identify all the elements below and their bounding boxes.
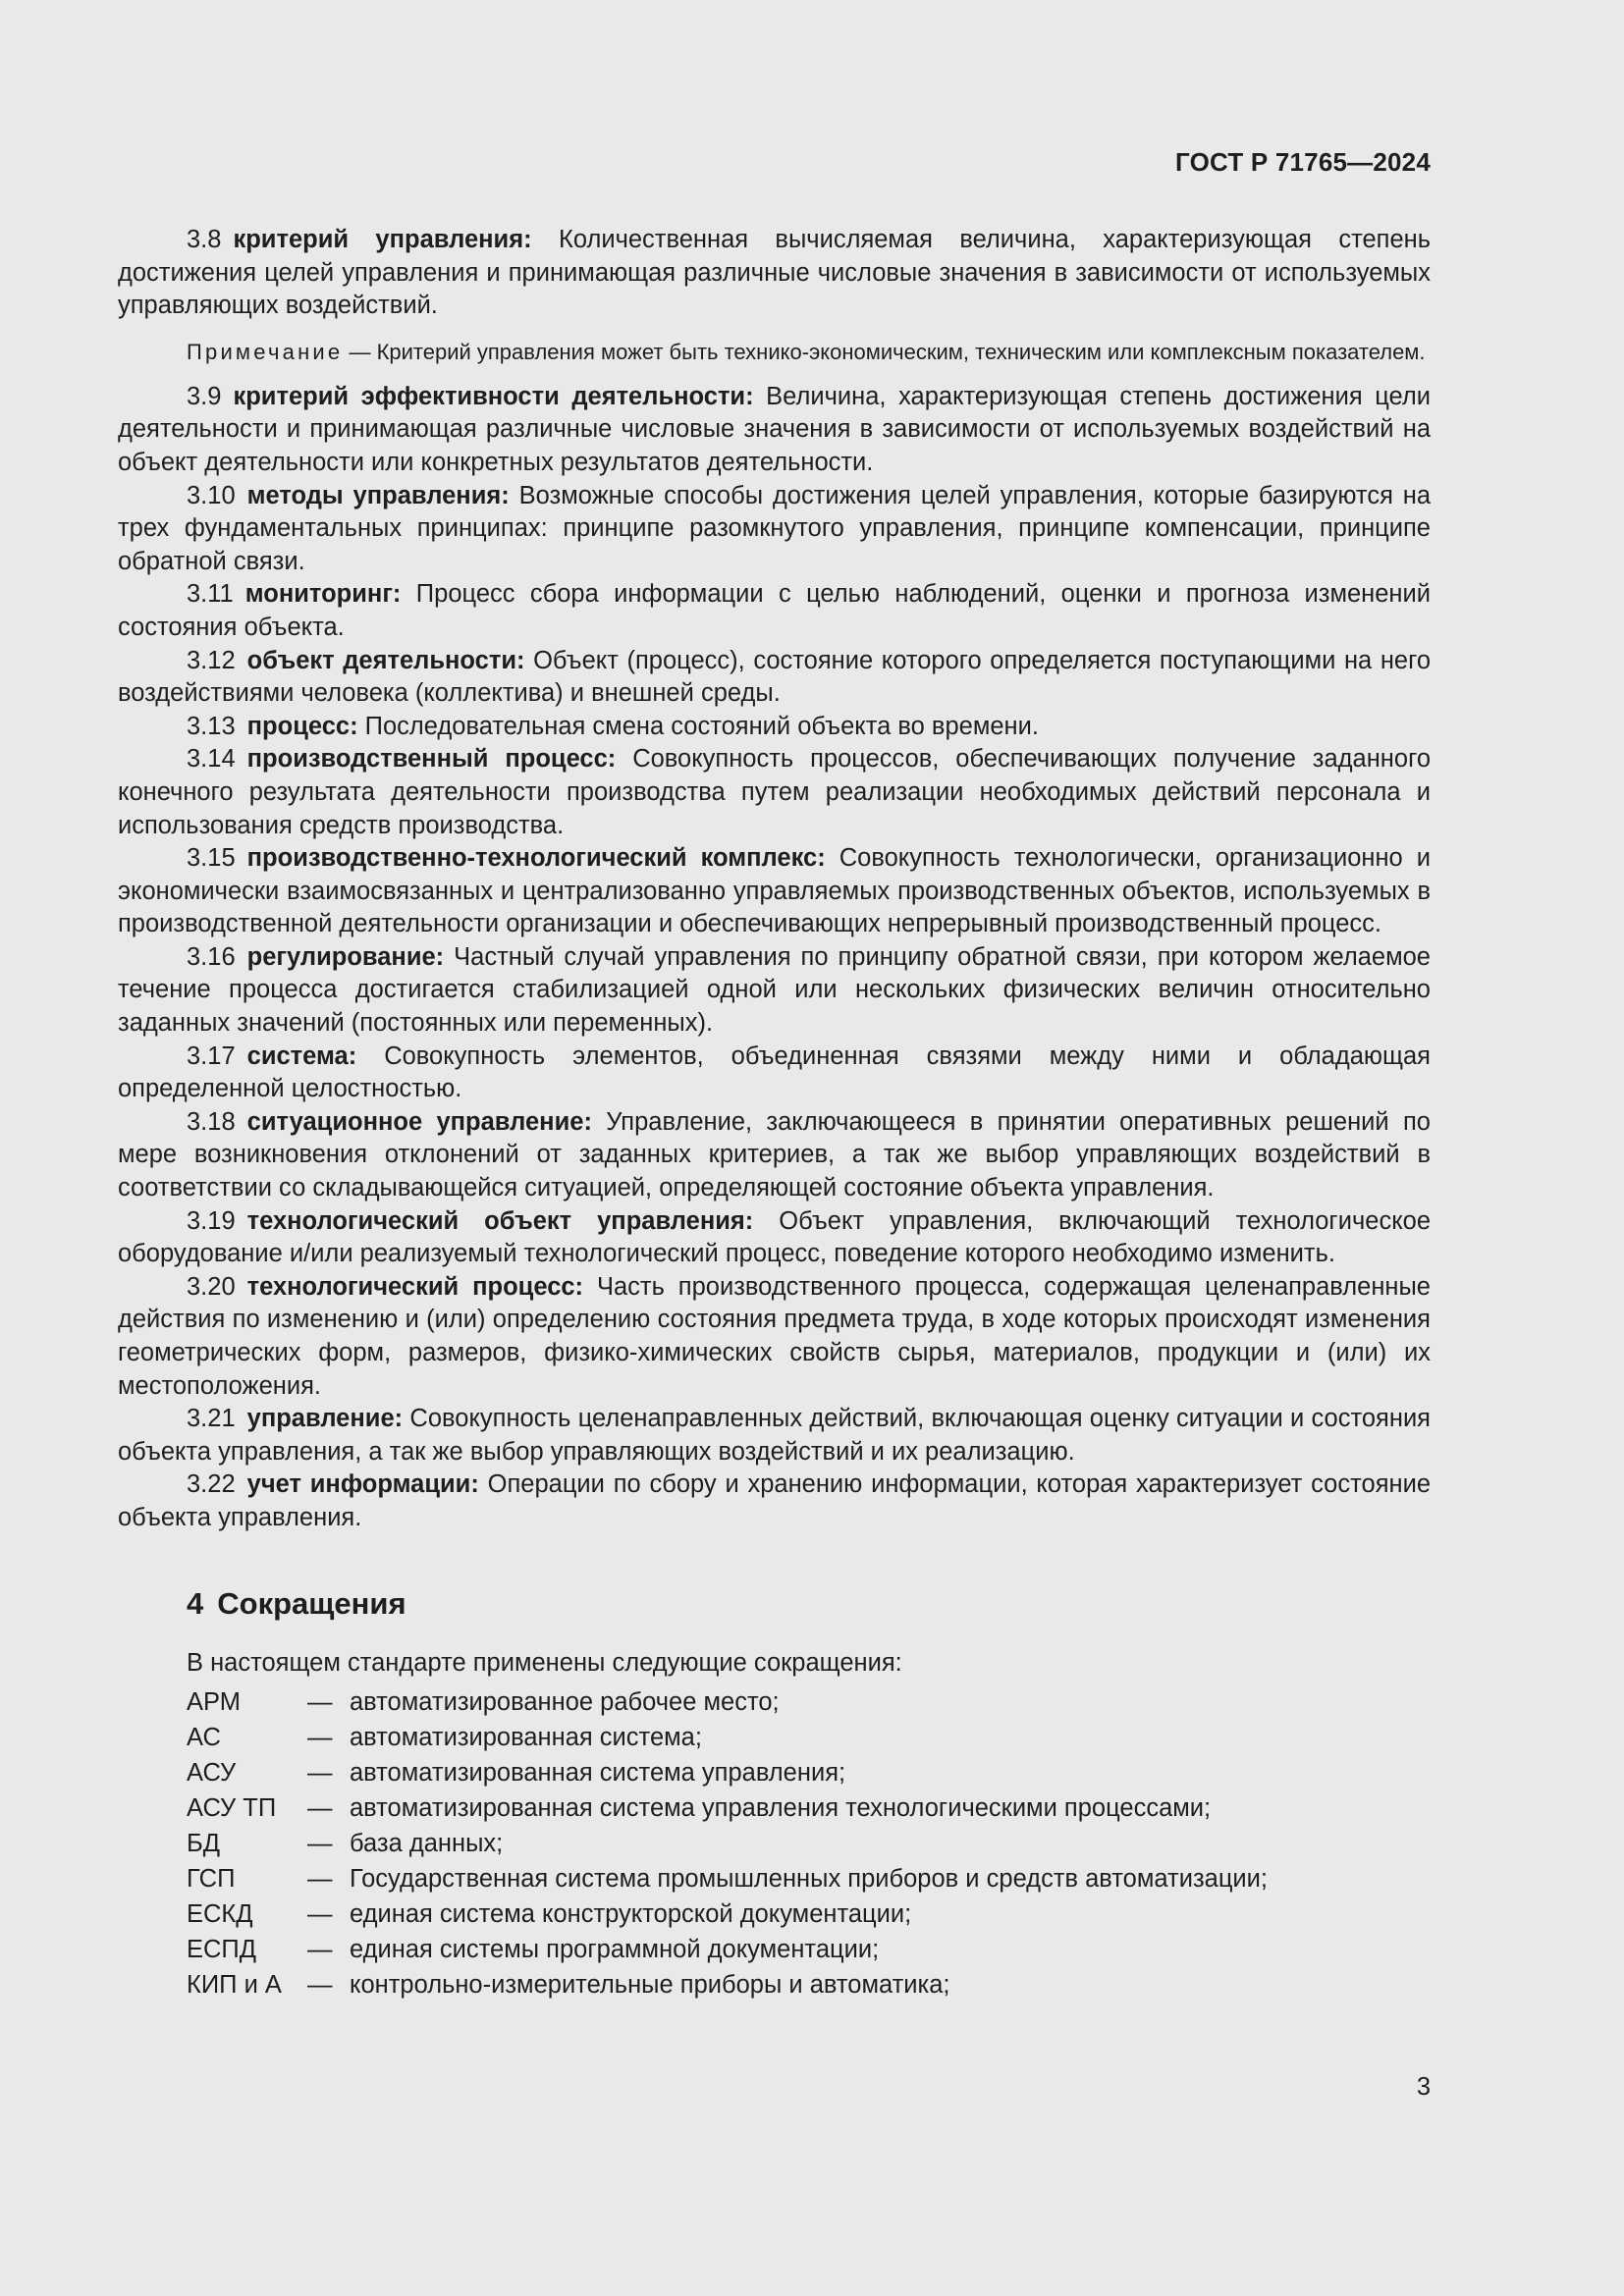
abbreviation-row xyxy=(187,1755,1431,1790)
abbreviation-row xyxy=(187,1967,1431,2002)
document-code: ГОСТ Р 71765—2024 xyxy=(1175,147,1431,177)
abbreviation-code: ГСП xyxy=(187,1864,236,1893)
abbreviation-row xyxy=(187,1896,1431,1932)
definition-term: технологический процесс: xyxy=(246,1272,584,1301)
definition-number: 3.17 xyxy=(187,1041,236,1070)
abbreviation-text: автоматизированное рабочее место; xyxy=(350,1687,780,1716)
definition-number: 3.12 xyxy=(187,646,236,674)
definition-number: 3.9 xyxy=(187,382,222,410)
abbreviation-dash: — xyxy=(307,1864,333,1893)
abbreviation-text: контрольно-измерительные приборы и автоматика; xyxy=(350,1970,950,1999)
definition-text: Совокупность технологически, организационно и экономически взаимосвязанных и централизованно управляемых производственных объектов, используемых в производственной деятельности организации и обеспечивающих непрерывный производственный процесс. xyxy=(118,844,1432,938)
definition-text: Объект управления, включающий технологическое оборудование и/или реализуемый технологический процесс, поведение которого необходимо изменить. xyxy=(118,1206,1432,1268)
definition-term: производственно-технологический комплекс: xyxy=(246,844,826,873)
definition-3-18 xyxy=(118,1106,1431,1205)
abbreviation-dash: — xyxy=(307,1723,333,1751)
abbreviation-row xyxy=(187,1826,1431,1861)
definition-3-14 xyxy=(118,743,1431,842)
definition-number: 3.18 xyxy=(187,1107,236,1136)
abbreviation-code: ЕСПД xyxy=(187,1935,257,1963)
definition-text: Количественная вычисляемая величина, характеризующая степень достижения целей управления и принимающая различные числовые значения в зависимости от используемых управляющих воздействий. xyxy=(118,226,1432,320)
abbreviation-code: АРМ xyxy=(187,1687,241,1716)
definition-3-13 xyxy=(118,711,1431,744)
abbreviation-dash: — xyxy=(307,1935,333,1963)
abbreviation-row xyxy=(187,1720,1431,1755)
definition-term: критерий управления: xyxy=(233,226,532,253)
abbreviation-text: автоматизированная система; xyxy=(350,1723,702,1751)
definition-text: Объект (процесс), состояние которого определяется поступающими на него воздействиями человека (коллектива) и внешней среды. xyxy=(118,646,1432,708)
definition-number: 3.21 xyxy=(187,1405,236,1433)
definition-term: объект деятельности: xyxy=(246,646,525,674)
abbreviation-code: БД xyxy=(187,1829,221,1857)
abbreviation-dash: — xyxy=(307,1970,333,1999)
abbreviation-row xyxy=(187,1790,1431,1826)
definitions-list xyxy=(118,381,1431,1535)
abbreviation-dash: — xyxy=(307,1687,333,1716)
section-number: 4 xyxy=(187,1585,204,1621)
definition-number: 3.19 xyxy=(187,1206,236,1235)
definition-term: ситуационное управление: xyxy=(246,1107,592,1136)
definition-text: Операции по сбору и хранению информации, которая характеризует состояние объекта управления. xyxy=(118,1470,1432,1531)
abbreviation-code: АС xyxy=(187,1723,221,1751)
abbreviation-code: КИП и А xyxy=(187,1970,282,1999)
abbreviation-row xyxy=(187,1932,1431,1967)
definition-number: 3.14 xyxy=(187,745,236,774)
section-heading xyxy=(187,1584,1431,1624)
abbreviation-code: АСУ ТП xyxy=(187,1793,277,1822)
definition-3-15 xyxy=(118,842,1431,941)
definition-term: технологический объект управления: xyxy=(246,1206,754,1235)
abbreviation-text: единая система конструкторской документации; xyxy=(350,1899,912,1928)
definition-3-16 xyxy=(118,941,1431,1041)
definition-text: Совокупность процессов, обеспечивающих получение заданного конечного результата деятельности производства путем реализации необходимых действий персонала и использования средств производства. xyxy=(118,745,1431,839)
definition-3-19 xyxy=(118,1205,1431,1271)
definition-text: Процесс сбора информации с целью наблюдений, оценки и прогноза изменений состояния объекта. xyxy=(118,580,1431,641)
definition-3-8 xyxy=(118,224,1431,323)
definition-text: Совокупность целенаправленных действий, включающая оценку ситуации и состояния объекта управления, а так же выбор управляющих воздействий и их реализацию. xyxy=(118,1405,1431,1466)
definition-text: Величина, характеризующая степень достижения цели деятельности и принимающая различные числовые значения в зависимости от используемых воздействий на объект деятельности или конкретных результатов деятельности. xyxy=(118,382,1432,476)
definition-term: управление: xyxy=(246,1405,404,1433)
abbreviation-code: ЕСКД xyxy=(187,1899,253,1928)
definition-text: Управление, заключающееся в принятии оперативных решений по мере возникновения отклонений от заданных критериев, а так же выбор управляющих воздействий в соответствии со складывающейся ситуацией, определяющей состояние объекта управления. xyxy=(118,1107,1431,1202)
definition-text: Последовательная смена состояний объекта во времени. xyxy=(357,712,1039,740)
abbreviation-dash: — xyxy=(307,1899,333,1928)
definition-text: Часть производственного процесса, содержащая целенаправленные действия по изменению и (или) определению состояния предмета труда, в ходе которых происходят изменения геометрических форм, размеров, физико-химических свойств сырья, материалов, продукции и (или) их местоположения. xyxy=(118,1272,1431,1400)
abbreviations-list xyxy=(187,1684,1431,2002)
abbreviation-text: автоматизированная система управления; xyxy=(350,1758,846,1787)
section-title-text: Сокращения xyxy=(217,1585,406,1621)
abbreviation-text: Государственная система промышленных приборов и средств автоматизации; xyxy=(350,1864,1268,1893)
abbreviation-row xyxy=(187,1861,1431,1896)
definition-number: 3.15 xyxy=(187,844,236,873)
definition-text: Возможные способы достижения целей управления, которые базируются на трех фундаментальных принципах: принципе разомкнутого управления, принципе компенсации, принципе обратной связи. xyxy=(118,481,1431,575)
definition-text: Совокупность элементов, объединенная связями между ними и обладающая определенной целостностью. xyxy=(118,1041,1431,1103)
definition-term: критерий эффективности деятельности: xyxy=(233,382,754,410)
definition-term: учет информации: xyxy=(246,1470,479,1499)
note-label: Примечание xyxy=(187,339,344,364)
definition-3-11 xyxy=(118,578,1431,644)
definition-number: 3.13 xyxy=(187,712,236,740)
definition-3-17 xyxy=(118,1041,1431,1106)
definition-term: регулирование: xyxy=(246,942,445,971)
note-text: — Критерий управления может быть технико-экономическим, техническим или комплексным показателем. xyxy=(343,339,1426,364)
definition-term: система: xyxy=(246,1041,357,1070)
definition-number: 3.20 xyxy=(187,1272,236,1301)
definition-term: процесс: xyxy=(246,712,358,740)
document-body xyxy=(118,224,1431,2002)
abbreviation-dash: — xyxy=(307,1758,333,1787)
note xyxy=(118,337,1431,367)
definition-3-20 xyxy=(118,1271,1431,1403)
abbreviation-text: автоматизированная система управления технологическими процессами; xyxy=(350,1793,1212,1822)
definition-3-10 xyxy=(118,480,1431,579)
definition-term: мониторинг: xyxy=(244,580,402,609)
definition-number: 3.11 xyxy=(187,580,234,609)
definition-number: 3.10 xyxy=(187,481,236,509)
definition-number: 3.16 xyxy=(187,942,236,971)
definition-text: Частный случай управления по принципу обратной связи, при котором желаемое течение процесса достигается стабилизацией одной или нескольких физических величин относительно заданных значений (постоянных или переменных). xyxy=(118,942,1431,1038)
definition-number: 3.8 xyxy=(187,226,222,253)
abbreviation-dash: — xyxy=(307,1793,333,1822)
abbreviation-code: АСУ xyxy=(187,1758,237,1787)
abbreviation-dash: — xyxy=(307,1829,333,1857)
page-number: 3 xyxy=(1416,2073,1431,2101)
definition-3-12 xyxy=(118,645,1431,711)
definition-3-9 xyxy=(118,381,1431,480)
definition-number: 3.22 xyxy=(187,1470,236,1499)
abbreviation-row xyxy=(187,1684,1431,1720)
definition-3-22 xyxy=(118,1468,1431,1534)
abbreviation-text: база данных; xyxy=(350,1829,504,1857)
section-intro: В настоящем стандарте применены следующие сокращения: xyxy=(187,1648,902,1677)
definition-term: производственный процесс: xyxy=(246,745,617,774)
abbreviation-text: единая системы программной документации; xyxy=(350,1935,880,1963)
definition-3-21 xyxy=(118,1403,1431,1468)
definition-term: методы управления: xyxy=(246,481,510,509)
